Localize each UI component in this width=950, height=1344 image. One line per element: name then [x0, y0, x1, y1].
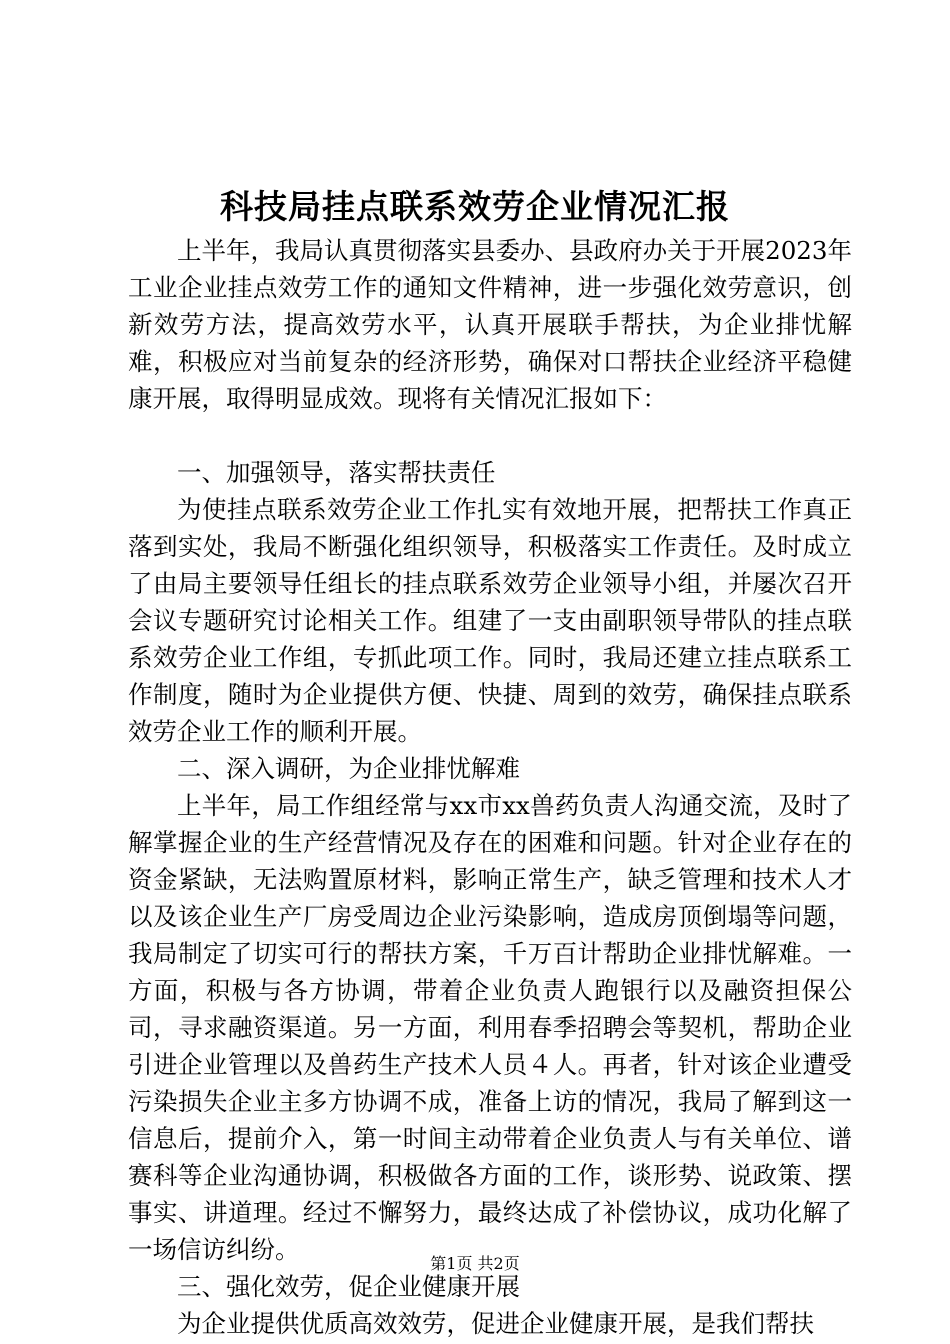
section-heading-2: 二、深入调研，为企业排忧解难 — [177, 754, 520, 783]
section-paragraph-1: 为使挂点联系效劳企业工作扎实有效地开展，把帮扶工作真正落到实处，我局不断强化组织领导，积极落实工作责任。及时成立了由局主要领导任组长的挂点联系效劳企业领导小组，并屡次召开会议专题研究讨论相关工作。组建了一支由副职领导带队的挂点联系效劳企业工作组，专抓此项工作。同时，我局还建立挂点联系工作制度，随时为企业提供方便、快捷、周到的效劳，确保挂点联系效劳企业工作的顺利开展。 — [128, 495, 852, 746]
section-paragraph-2: 上半年，局工作组经常与xx市xx兽药负责人沟通交流，及时了解掌握企业的生产经营情况及存在的困难和问题。针对企业存在的资金紧缺，无法购置原材料，影响正常生产，缺乏管理和技术人才以及该企业生产厂房受周边企业污染影响，造成房顶倒塌等问题，我局制定了切实可行的帮扶方案，千万百计帮助企业排忧解难。一方面，积极与各方协调，带着企业负责人跑银行以及融资担保公司，寻求融资渠道。另一方面，利用春季招聘会等契机，帮助企业引进企业管理以及兽药生产技术人员４人。再者，针对该企业遭受污染损失企业主多方协调不成，准备上访的情况，我局了解到这一信息后，提前介入，第一时间主动带着企业负责人与有关单位、谱赛科等企业沟通协调，积极做各方面的工作，谈形势、说政策、摆事实、讲道理。经过不懈努力，最终达成了补偿协议，成功化解了一场信访纠纷。 — [128, 791, 852, 1264]
document-body — [128, 232, 852, 1342]
section-heading-1: 一、加强领导，落实帮扶责任 — [177, 458, 496, 487]
intro-paragraph: 上半年，我局认真贯彻落实县委办、县政府办关于开展2023年工业企业挂点效劳工作的通知文件精神，进一步强化效劳意识，创新效劳方法，提高效劳水平，认真开展联手帮扶，为企业排忧解难，积极应对当前复杂的经济形势，确保对口帮扶企业经济平稳健康开展，取得明显成效。现将有关情况汇报如下： — [128, 236, 852, 413]
document-title: 科技局挂点联系效劳企业情况汇报 — [220, 187, 730, 226]
page-number-footer: 第1页 共2页 — [430, 1254, 520, 1273]
section-heading-3: 三、强化效劳，促企业健康开展 — [177, 1272, 520, 1301]
section-paragraph-3: 为企业提供优质高效效劳，促进企业健康开展，是我们帮扶 — [177, 1309, 814, 1338]
